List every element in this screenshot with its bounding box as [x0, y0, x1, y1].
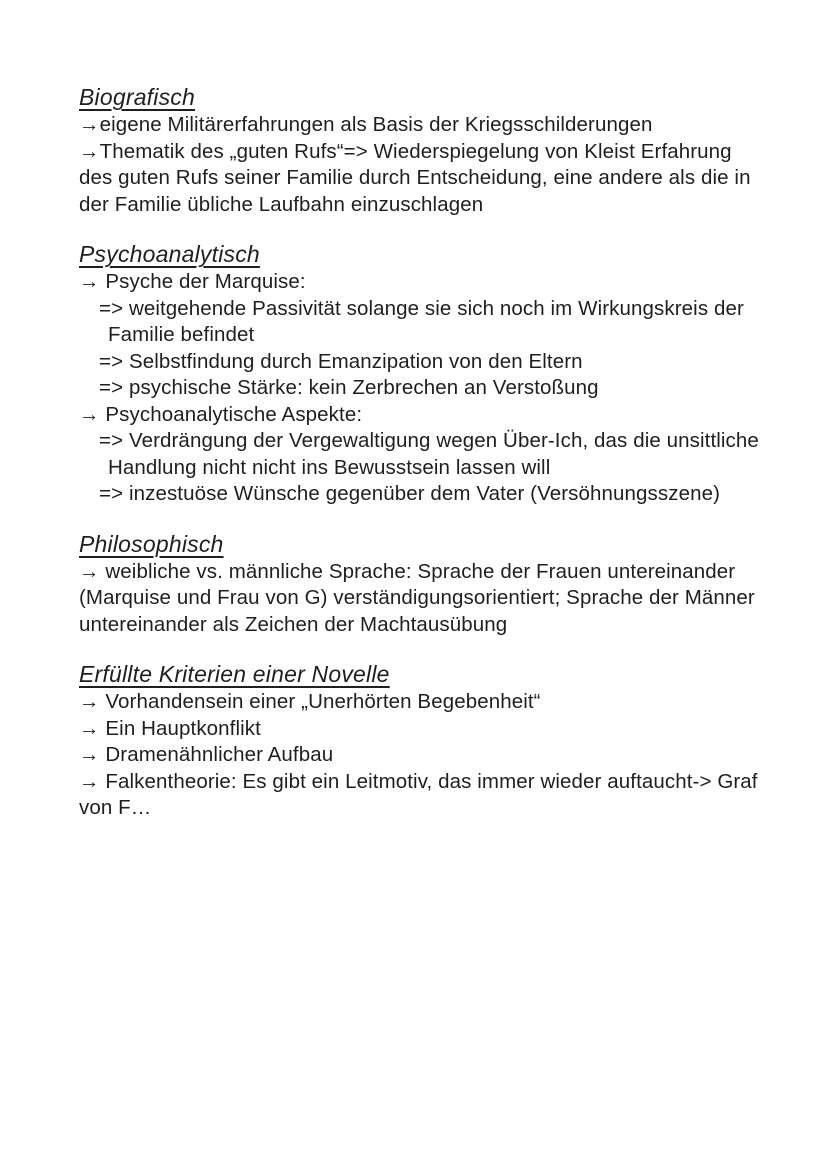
text-line: → Ein Hauptkonflikt — [79, 716, 261, 740]
section-heading: Psychoanalytisch — [79, 241, 260, 267]
document-section — [79, 529, 759, 639]
document-section — [79, 82, 759, 218]
text-line: → Falkentheorie: Es gibt ein Leitmotiv, das immer wieder auftaucht-> Graf — [79, 769, 758, 793]
text-line: → Vorhandensein einer „Unerhörten Begebenheit“ — [79, 690, 541, 713]
section-heading: Biografisch — [79, 84, 195, 110]
text-line: von F… — [79, 796, 152, 819]
document-content — [79, 82, 759, 843]
text-line: (Marquise und Frau von G) verständigungsorientiert; Sprache der Männer — [79, 586, 755, 609]
text-line: der Familie übliche Laufbahn einzuschlagen — [79, 192, 484, 216]
text-line: → weibliche vs. männliche Sprache: Sprache der Frauen untereinander — [79, 559, 736, 583]
text-line: => weitgehende Passivität solange sie sich noch im Wirkungskreis der — [99, 296, 744, 320]
text-line: des guten Rufs seiner Familie durch Entscheidung, eine andere als die in — [79, 166, 751, 189]
text-line: → Dramenähnlicher Aufbau — [79, 743, 334, 766]
section-heading: Philosophisch — [79, 530, 224, 557]
text-line: →Thematik des „guten Rufs“=> Wiederspiegelung von Kleist Erfahrung — [79, 139, 732, 163]
text-line: => Selbstfindung durch Emanzipation von den Eltern — [99, 349, 583, 373]
text-line: Familie befindet — [108, 323, 255, 346]
text-line: → Psyche der Marquise: — [79, 270, 306, 293]
text-line: Handlung nicht nicht ins Bewusstsein lassen will — [108, 455, 551, 479]
text-line: →eigene Militärerfahrungen als Basis der Kriegsschilderungen — [79, 113, 653, 136]
text-line: => inzestuöse Wünsche gegenüber dem Vater (Versöhnungsszene) — [99, 482, 720, 505]
text-line: => psychische Stärke: kein Zerbrechen an Verstoßung — [99, 376, 599, 399]
text-line: → Psychoanalytische Aspekte: — [79, 402, 363, 426]
text-line: => Verdrängung der Vergewaltigung wegen Über-Ich, das die unsittliche — [99, 429, 759, 452]
text-line: untereinander als Zeichen der Machtausübung — [79, 612, 508, 636]
document-section — [79, 239, 759, 508]
document-section — [79, 659, 759, 822]
section-heading: Erfüllte Kriterien einer Novelle — [79, 661, 390, 687]
